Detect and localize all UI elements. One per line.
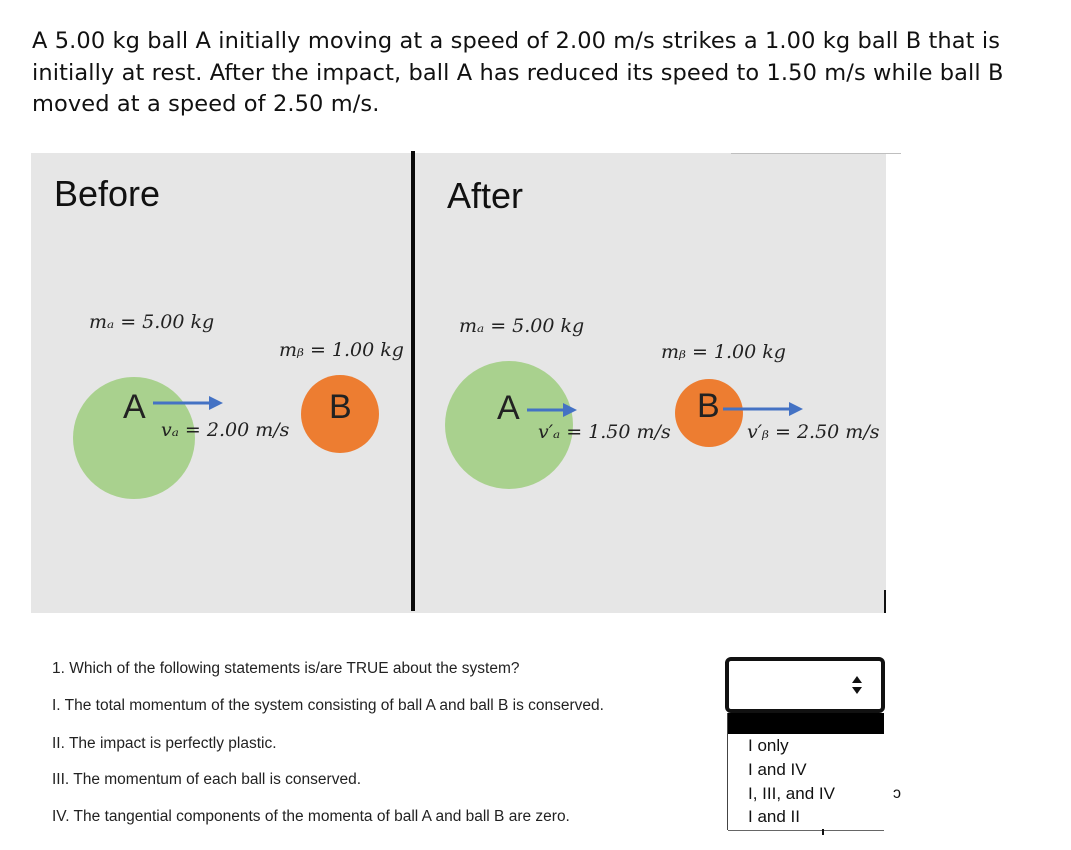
after-velocity-b: v′ᵦ = 2.50 m/s [747, 421, 880, 443]
partial-glyph: ɔ [893, 785, 901, 802]
answer-options-list [727, 713, 883, 830]
figure-top-rule [731, 153, 901, 154]
highlighted-option[interactable] [728, 713, 884, 734]
statement-2: II. The impact is perfectly plastic. [52, 735, 277, 752]
option-i-only[interactable]: I only [748, 736, 789, 755]
velocity-arrow-a-before [153, 396, 225, 410]
ball-b-after-label: B [697, 387, 720, 425]
question-prompt: 1. Which of the following statements is/are TRUE about the system? [52, 660, 520, 677]
collision-figure [31, 153, 886, 613]
statement-1: I. The total momentum of the system consisting of ball A and ball B is conserved. [52, 697, 604, 714]
option-i-and-iv[interactable]: I and IV [748, 760, 807, 779]
problem-statement: A 5.00 kg ball A initially moving at a speed of 2.00 m/s strikes a 1.00 kg ball B that is initially at rest. After the impact, ball A has reduced its speed to 1.50 m/s while ball B moved at a speed of 2.50 m/s. [32, 28, 1004, 117]
after-heading: After [447, 175, 524, 216]
answer-select[interactable] [725, 657, 885, 713]
before-mass-a: mₐ = 5.00 kg [89, 311, 215, 333]
after-mass-a: mₐ = 5.00 kg [459, 315, 585, 337]
before-mass-b: mᵦ = 1.00 kg [279, 339, 404, 361]
options-bottom-border [728, 830, 884, 831]
updown-arrows-icon [851, 675, 863, 695]
ball-a-after-label: A [497, 389, 520, 427]
after-mass-b: mᵦ = 1.00 kg [661, 341, 786, 363]
velocity-arrow-a-after [527, 403, 579, 417]
after-velocity-a: v′ₐ = 1.50 m/s [538, 421, 671, 443]
partial-tick [822, 829, 824, 835]
ball-b-before-label: B [329, 388, 352, 426]
before-heading: Before [54, 173, 161, 214]
option-i-iii-and-iv[interactable]: I, III, and IV [748, 784, 835, 803]
before-after-divider [411, 151, 415, 611]
velocity-arrow-b-after [723, 402, 805, 416]
statement-3: III. The momentum of each ball is conserved. [52, 771, 362, 788]
figure-corner-tick [884, 590, 886, 613]
ball-a-before-label: A [123, 388, 146, 426]
statement-4: IV. The tangential components of the momenta of ball A and ball B are zero. [52, 808, 570, 825]
before-velocity-a: vₐ = 2.00 m/s [161, 419, 290, 441]
option-i-and-ii[interactable]: I and II [748, 807, 800, 826]
